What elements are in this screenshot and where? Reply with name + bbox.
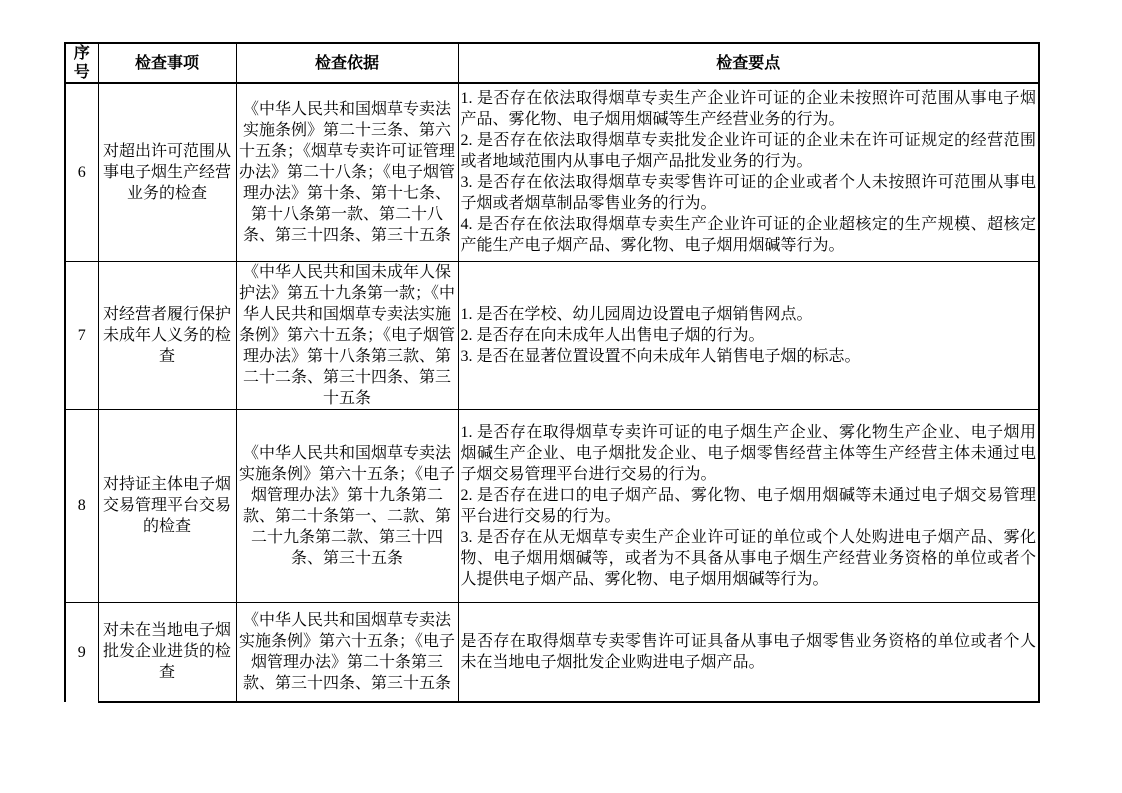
cell-serial-number: 8 <box>65 409 98 602</box>
inspection-point: 是否存在取得烟草专卖零售许可证具备从事电子烟零售业务资格的单位或者个人未在当地电子烟批发企业购进电子烟产品。 <box>460 632 1036 671</box>
header-inspection-item: 检查事项 <box>98 43 236 83</box>
cell-inspection-basis: 《中华人民共和国烟草专卖法实施条例》第六十五条；《电子烟管理办法》第十九条第二款、第二十条第一、二款、第二十九条第二款、第三十四条、第三十五条 <box>236 409 458 602</box>
cell-inspection-basis: 《中华人民共和国烟草专卖法实施条例》第二十三条、第六十五条；《烟草专卖许可证管理办法》第二十八条；《电子烟管理办法》第十条、第十七条、第十八条第一款、第二十八条、第三十四条、第三十五条 <box>236 83 458 261</box>
inspection-point: 2. 是否存在依法取得烟草专卖批发企业许可证的企业未在许可证规定的经营范围或者地域范围内从事电子烟产品批发业务的行为。 <box>460 132 1036 171</box>
cell-inspection-item: 对经营者履行保护未成年人义务的检查 <box>98 261 236 409</box>
header-inspection-basis: 检查依据 <box>236 43 458 83</box>
inspection-point: 2. 是否存在进口的电子烟产品、雾化物、电子烟用烟碱等未通过电子烟交易管理平台进行交易的行为。 <box>460 486 1036 525</box>
cell-inspection-basis: 《中华人民共和国未成年人保护法》第五十九条第一款；《中华人民共和国烟草专卖法实施条例》第六十五条；《电子烟管理办法》第十八条第三款、第二十二条、第三十四条、第三十五条 <box>236 261 458 409</box>
table-row <box>65 602 1039 702</box>
cell-inspection-item: 对持证主体电子烟交易管理平台交易的检查 <box>98 409 236 602</box>
table-row <box>65 261 1039 409</box>
table-header-row <box>65 43 1039 83</box>
cell-serial-number: 7 <box>65 261 98 409</box>
serial-number-text: 9 <box>77 643 86 661</box>
inspection-point: 1. 是否存在依法取得烟草专卖生产企业许可证的企业未按照许可范围从事电子烟产品、雾化物、电子烟用烟碱等生产经营业务的行为。 <box>460 90 1036 129</box>
cell-serial-number: 6 <box>65 83 98 261</box>
inspection-point: 3. 是否在显著位置设置不向未成年人销售电子烟的标志。 <box>460 347 861 365</box>
table-row <box>65 409 1039 602</box>
table-row <box>65 83 1039 261</box>
cell-inspection-points <box>458 409 1039 602</box>
cell-inspection-points <box>458 83 1039 261</box>
inspection-table <box>64 42 1040 703</box>
inspection-point: 3. 是否存在依法取得烟草专卖零售许可证的企业或者个人未按照许可范围从事电子烟或者烟草制品零售业务的行为。 <box>460 174 1036 213</box>
header-serial-number: 序号 <box>65 43 98 83</box>
cell-inspection-item: 对未在当地电子烟批发企业进货的检查 <box>98 602 236 702</box>
header-inspection-points: 检查要点 <box>458 43 1039 83</box>
cell-serial-number <box>65 602 98 702</box>
cell-inspection-basis: 《中华人民共和国烟草专卖法实施条例》第六十五条；《电子烟管理办法》第二十条第三款、第三十四条、第三十五条 <box>236 602 458 702</box>
cell-inspection-points <box>458 261 1039 409</box>
inspection-point: 3. 是否存在从无烟草专卖生产企业许可证的单位或个人处购进电子烟产品、雾化物、电子烟用烟碱等，或者为不具备从事电子烟生产经营业务资格的单位或者个人提供电子烟产品、雾化物、电子烟用烟碱等行为。 <box>460 528 1036 588</box>
inspection-point: 1. 是否存在取得烟草专卖许可证的电子烟生产企业、雾化物生产企业、电子烟用烟碱生产企业、电子烟批发企业、电子烟零售经营主体等生产经营主体未通过电子烟交易管理平台进行交易的行为。 <box>460 423 1036 483</box>
cell-inspection-item: 对超出许可范围从事电子烟生产经营业务的检查 <box>98 83 236 261</box>
cell-inspection-points <box>458 602 1039 702</box>
inspection-point: 4. 是否存在依法取得烟草专卖生产企业许可证的企业超核定的生产规模、超核定产能生产电子烟产品、雾化物、电子烟用烟碱等行为。 <box>460 216 1036 255</box>
inspection-point: 2. 是否存在向未成年人出售电子烟的行为。 <box>460 326 765 344</box>
inspection-point: 1. 是否在学校、幼儿园周边设置电子烟销售网点。 <box>460 305 813 323</box>
